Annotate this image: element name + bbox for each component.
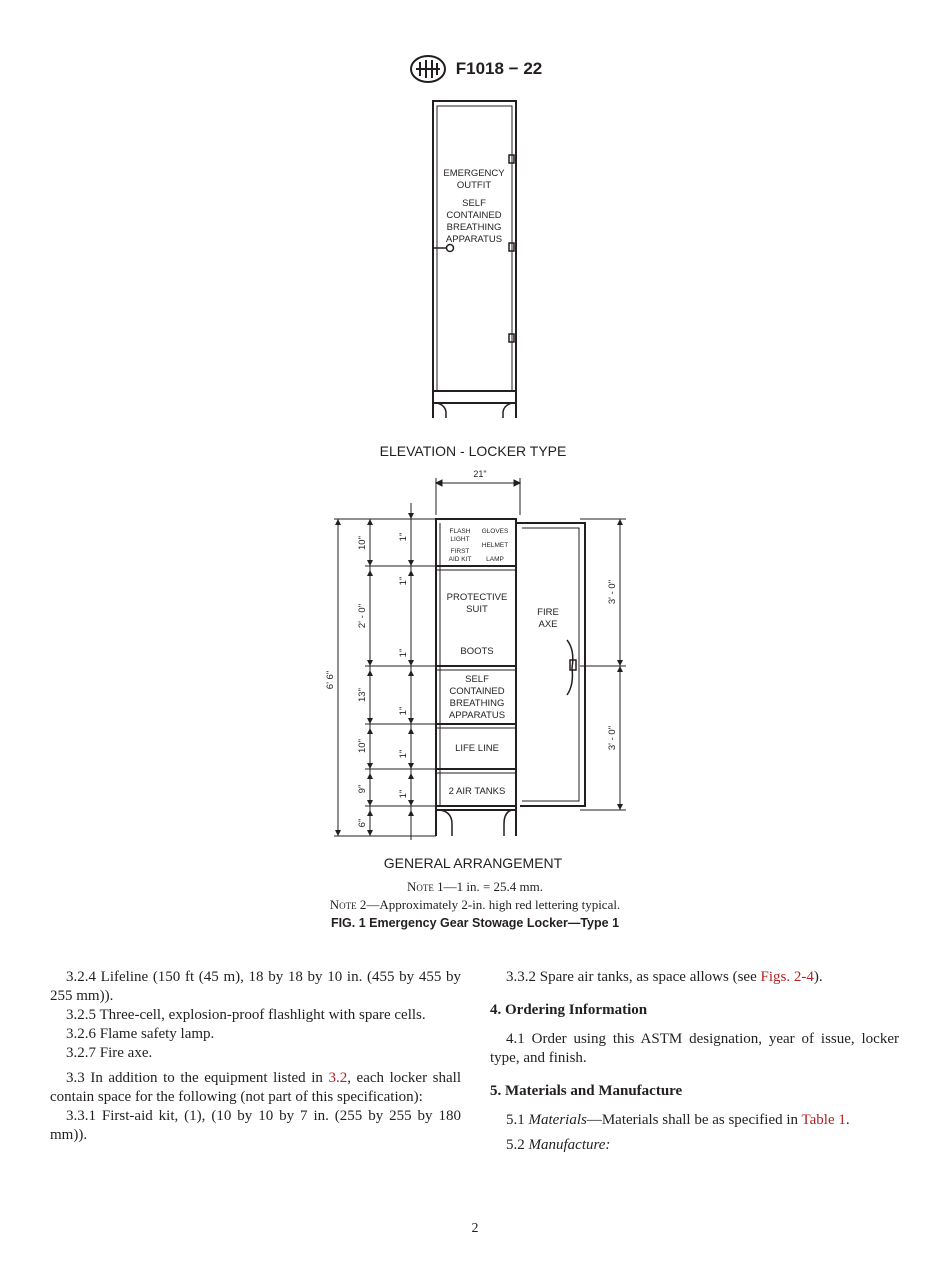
compartment-dimension: 13" bbox=[357, 688, 368, 702]
shelf-dimension: 1" bbox=[398, 706, 409, 716]
label-light: LIGHT bbox=[450, 536, 470, 543]
elevation-label-self: SELF bbox=[462, 198, 486, 209]
elevation-locker-body bbox=[433, 101, 516, 403]
paragraph-3-2-4: 3.2.4 Lifeline (150 ft (45 m), 18 by 18 by 10 in. (455 by 455 by 255 mm)). bbox=[50, 969, 461, 1004]
label-flash: FLASH bbox=[449, 528, 471, 535]
paragraph-4-1: 4.1 Order using this ASTM designation, year of issue, locker type, and finish. bbox=[490, 1031, 899, 1066]
note-2: Note 2—Approximately 2-in. high red lettering typical. bbox=[329, 897, 621, 912]
page-header bbox=[0, 54, 950, 84]
compartment-dimension: 10" bbox=[357, 739, 368, 753]
label-life-line: LIFE LINE bbox=[455, 743, 499, 754]
paragraph-3-3: 3.3 In addition to the equipment listed in 3.2, each locker shall contain space for the following (not part of this specification): bbox=[50, 1070, 461, 1105]
paragraph-3-3-1: 3.3.1 First-aid kit, (1), (10 by 10 by 7 in. (255 by 255 by 180 mm)). bbox=[50, 1108, 461, 1143]
label-axe: AXE bbox=[538, 619, 558, 630]
label-scba-contained: CONTAINED bbox=[449, 686, 505, 697]
elevation-label-apparatus: APPARATUS bbox=[445, 234, 503, 245]
paragraph-3-2-5: 3.2.5 Three-cell, explosion-proof flashlight with spare cells. bbox=[66, 1007, 426, 1023]
locker-drawing bbox=[300, 90, 650, 890]
shelf-dimension: 1" bbox=[398, 576, 409, 586]
link-3-2[interactable]: 3.2 bbox=[328, 1070, 348, 1086]
compartment-dimension: 2' - 0" bbox=[357, 603, 368, 629]
label-scba-breathing: BREATHING bbox=[449, 698, 505, 709]
link-table-1[interactable]: Table 1 bbox=[801, 1112, 846, 1128]
compartment-dimension: 6" bbox=[357, 818, 368, 828]
shelf-dimension: 1" bbox=[398, 532, 409, 542]
label-aid-kit: AID KIT bbox=[448, 556, 472, 563]
section-heading-4: 4. Ordering Information bbox=[490, 1002, 648, 1018]
label-protective: PROTECTIVE bbox=[446, 592, 508, 603]
label-first: FIRST bbox=[450, 548, 470, 555]
label-scba-self: SELF bbox=[465, 674, 489, 685]
label-gloves: GLOVES bbox=[481, 528, 509, 535]
label-suit: SUIT bbox=[466, 604, 488, 615]
door-dimension: 3' - 0" bbox=[607, 579, 618, 605]
elevation-label-emergency: EMERGENCY bbox=[443, 168, 505, 179]
link-figs-2-4[interactable]: Figs. 2-4 bbox=[760, 969, 814, 985]
label-fire: FIRE bbox=[537, 607, 559, 618]
elevation-label-breathing: BREATHING bbox=[446, 222, 502, 233]
compartment-dimension: 9" bbox=[357, 784, 368, 794]
label-air-tanks: 2 AIR TANKS bbox=[448, 786, 506, 797]
paragraph-5-2: 5.2 Manufacture: bbox=[506, 1137, 611, 1153]
elevation-label-contained: CONTAINED bbox=[446, 210, 502, 221]
note-1: Note 1—1 in. = 25.4 mm. bbox=[406, 879, 544, 894]
page-number: 2 bbox=[471, 1221, 479, 1236]
label-helmet: HELMET bbox=[481, 542, 509, 549]
figure-notes bbox=[0, 878, 950, 932]
width-dimension: 21" bbox=[473, 469, 487, 479]
astm-logo-icon bbox=[408, 54, 448, 84]
elevation-locker-door bbox=[437, 106, 512, 391]
left-column bbox=[50, 968, 461, 1151]
overall-dimension: 6' 6" bbox=[325, 670, 336, 690]
fire-axe-door bbox=[516, 523, 585, 806]
arrangement-title: GENERAL ARRANGEMENT bbox=[383, 855, 563, 871]
label-boots: BOOTS bbox=[460, 646, 494, 657]
section-heading-5: 5. Materials and Manufacture bbox=[490, 1083, 683, 1099]
paragraph-3-2-6: 3.2.6 Flame safety lamp. bbox=[66, 1026, 215, 1042]
right-column bbox=[490, 968, 899, 1161]
paragraph-3-2-7: 3.2.7 Fire axe. bbox=[66, 1045, 153, 1061]
shelf-dimension: 1" bbox=[398, 789, 409, 799]
door-dimension: 3' - 0" bbox=[607, 725, 618, 751]
figure-1 bbox=[300, 90, 650, 890]
shelf-dimension: 1" bbox=[398, 648, 409, 658]
shelf-dimension: 1" bbox=[398, 749, 409, 759]
paragraph-3-3-2: 3.3.2 Spare air tanks, as space allows (see Figs. 2-4). bbox=[506, 969, 823, 985]
label-scba-apparatus: APPARATUS bbox=[448, 710, 506, 721]
label-lamp: LAMP bbox=[486, 556, 504, 563]
elevation-label-outfit: OUTFIT bbox=[456, 180, 492, 191]
figure-caption: FIG. 1 Emergency Gear Stowage Locker—Type 1 bbox=[330, 916, 620, 930]
paragraph-5-1: 5.1 Materials—Materials shall be as specified in Table 1. bbox=[506, 1112, 850, 1128]
elevation-title: ELEVATION - LOCKER TYPE bbox=[379, 443, 567, 459]
compartment-dimension: 10" bbox=[357, 536, 368, 550]
standard-designation: F1018 − 22 bbox=[455, 59, 543, 78]
